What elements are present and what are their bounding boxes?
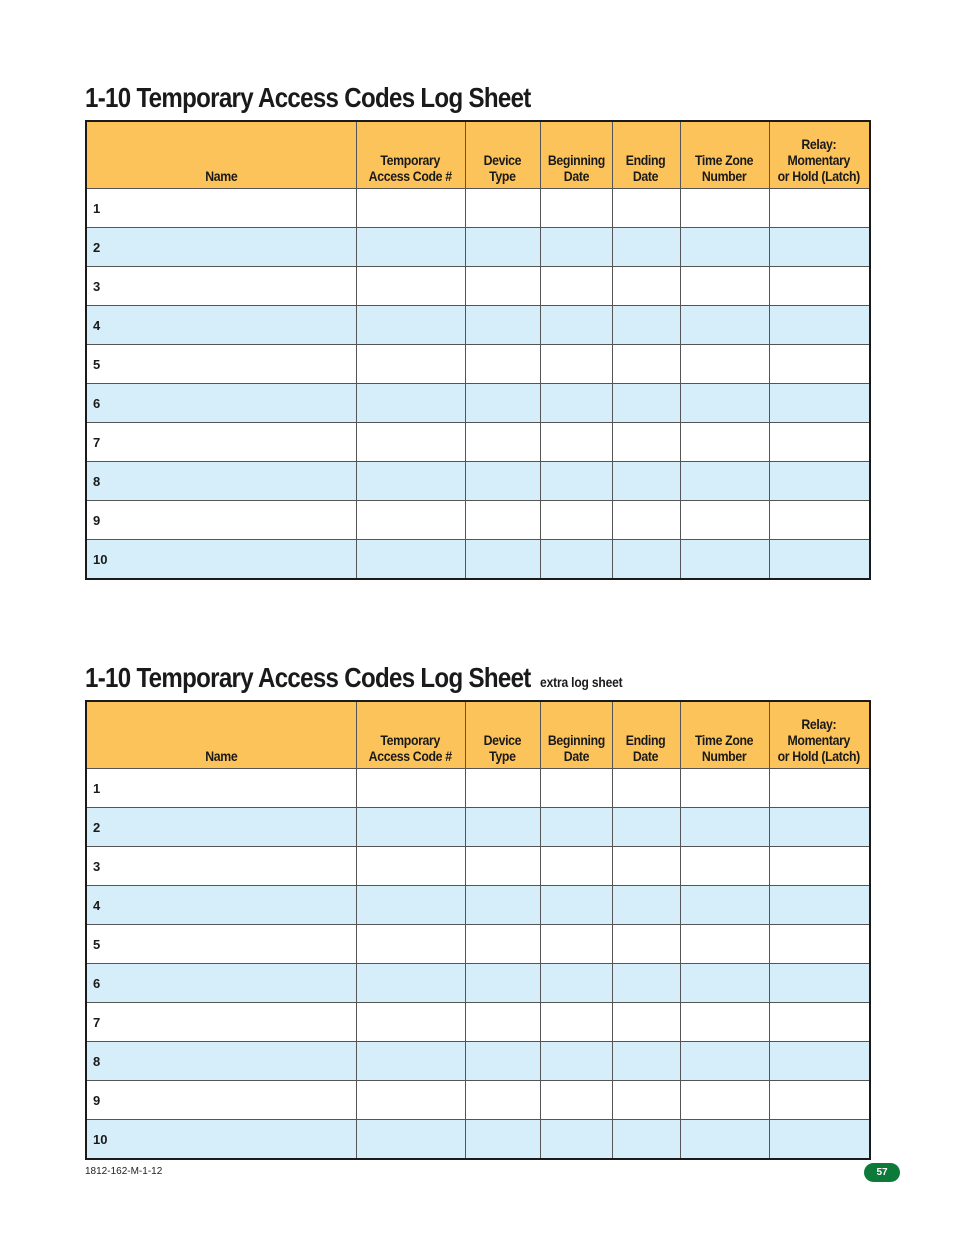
table-row [86, 1081, 870, 1120]
blank-cell [465, 925, 540, 964]
blank-cell [356, 925, 465, 964]
column-header-label: Name [205, 748, 238, 764]
blank-cell [540, 1003, 612, 1042]
blank-cell [465, 384, 540, 423]
column-header-label: Ending Date [626, 152, 666, 184]
blank-cell [465, 423, 540, 462]
blank-cell [465, 501, 540, 540]
blank-cell [769, 423, 870, 462]
blank-cell [612, 886, 680, 925]
blank-cell [769, 267, 870, 306]
table-row [86, 1003, 870, 1042]
table-row [86, 964, 870, 1003]
blank-cell [540, 228, 612, 267]
blank-cell [465, 1120, 540, 1160]
blank-cell [680, 345, 769, 384]
blank-cell [612, 189, 680, 228]
blank-cell [540, 306, 612, 345]
blank-cell [465, 267, 540, 306]
blank-cell [612, 306, 680, 345]
column-header-label: Temporary Access Code # [368, 152, 453, 184]
table-row [86, 189, 870, 228]
blank-cell [680, 228, 769, 267]
table-row [86, 1120, 870, 1160]
table-row [86, 423, 870, 462]
blank-cell [356, 540, 465, 580]
blank-cell [465, 964, 540, 1003]
blank-cell [540, 1081, 612, 1120]
blank-cell [540, 886, 612, 925]
blank-cell [612, 964, 680, 1003]
table-row [86, 228, 870, 267]
log-table-1 [85, 120, 871, 580]
blank-cell [465, 1042, 540, 1081]
row-number: 9 [86, 1081, 356, 1120]
blank-cell [680, 1081, 769, 1120]
blank-cell [680, 462, 769, 501]
table-row [86, 769, 870, 808]
blank-cell [769, 886, 870, 925]
sheet1-title-text: 1-10 Temporary Access Codes Log Sheet [85, 82, 531, 113]
page-number-badge: 57 [864, 1163, 900, 1182]
blank-cell [612, 501, 680, 540]
blank-cell [769, 1081, 870, 1120]
column-header [680, 121, 769, 189]
blank-cell [540, 345, 612, 384]
table-row [86, 540, 870, 580]
column-header [680, 701, 769, 769]
blank-cell [356, 1042, 465, 1081]
blank-cell [465, 462, 540, 501]
blank-cell [769, 1003, 870, 1042]
column-header-label: Time Zone Number [695, 152, 754, 184]
blank-cell [540, 267, 612, 306]
blank-cell [356, 964, 465, 1003]
blank-cell [680, 501, 769, 540]
blank-cell [769, 808, 870, 847]
column-header-label: Temporary Access Code # [368, 732, 453, 764]
column-header-label: Beginning Date [547, 152, 605, 184]
blank-cell [680, 423, 769, 462]
row-number: 1 [86, 769, 356, 808]
blank-cell [356, 501, 465, 540]
column-header [612, 701, 680, 769]
blank-cell [465, 886, 540, 925]
column-header-label: Beginning Date [547, 732, 605, 764]
row-number: 8 [86, 1042, 356, 1081]
blank-cell [356, 462, 465, 501]
column-header [612, 121, 680, 189]
blank-cell [356, 345, 465, 384]
column-header-label: Name [205, 168, 238, 184]
table-row [86, 886, 870, 925]
blank-cell [465, 345, 540, 384]
row-number: 10 [86, 1120, 356, 1160]
table-row [86, 1042, 870, 1081]
blank-cell [465, 306, 540, 345]
column-header-label: Time Zone Number [695, 732, 754, 764]
blank-cell [769, 1042, 870, 1081]
blank-cell [769, 925, 870, 964]
blank-cell [680, 189, 769, 228]
column-header [86, 121, 356, 189]
blank-cell [356, 423, 465, 462]
column-header-label: Device Type [483, 732, 522, 764]
blank-cell [612, 1003, 680, 1042]
blank-cell [356, 384, 465, 423]
blank-cell [612, 925, 680, 964]
blank-cell [540, 1042, 612, 1081]
blank-cell [356, 886, 465, 925]
table-row [86, 384, 870, 423]
blank-cell [769, 964, 870, 1003]
column-header [769, 701, 870, 769]
blank-cell [769, 540, 870, 580]
sheet2-subtitle: extra log sheet [540, 674, 623, 690]
column-header [356, 701, 465, 769]
blank-cell [769, 306, 870, 345]
blank-cell [356, 228, 465, 267]
row-number: 5 [86, 925, 356, 964]
blank-cell [356, 769, 465, 808]
sheet1-title [85, 82, 531, 114]
blank-cell [612, 1120, 680, 1160]
blank-cell [612, 808, 680, 847]
blank-cell [612, 228, 680, 267]
blank-cell [769, 847, 870, 886]
row-number: 3 [86, 847, 356, 886]
blank-cell [680, 1042, 769, 1081]
blank-cell [680, 886, 769, 925]
blank-cell [540, 462, 612, 501]
column-header-label: Relay: Momentary or Hold (Latch) [778, 136, 861, 184]
blank-cell [465, 847, 540, 886]
blank-cell [680, 925, 769, 964]
blank-cell [612, 1042, 680, 1081]
blank-cell [612, 462, 680, 501]
column-header [356, 121, 465, 189]
blank-cell [465, 769, 540, 808]
blank-cell [465, 1081, 540, 1120]
column-header [540, 121, 612, 189]
blank-cell [612, 540, 680, 580]
blank-cell [540, 189, 612, 228]
row-number: 6 [86, 964, 356, 1003]
blank-cell [465, 808, 540, 847]
blank-cell [769, 228, 870, 267]
table-header-row [86, 121, 870, 189]
table-row [86, 345, 870, 384]
blank-cell [356, 808, 465, 847]
row-number: 7 [86, 1003, 356, 1042]
blank-cell [769, 384, 870, 423]
blank-cell [612, 769, 680, 808]
table-row [86, 808, 870, 847]
document-code: 1812-162-M-1-12 [85, 1166, 163, 1177]
blank-cell [465, 540, 540, 580]
blank-cell [356, 267, 465, 306]
table-row [86, 306, 870, 345]
blank-cell [356, 189, 465, 228]
blank-cell [465, 1003, 540, 1042]
blank-cell [680, 384, 769, 423]
row-number: 1 [86, 189, 356, 228]
blank-cell [612, 423, 680, 462]
blank-cell [540, 501, 612, 540]
column-header [769, 121, 870, 189]
blank-cell [540, 808, 612, 847]
blank-cell [540, 925, 612, 964]
blank-cell [540, 847, 612, 886]
blank-cell [680, 769, 769, 808]
blank-cell [540, 964, 612, 1003]
row-number: 3 [86, 267, 356, 306]
log-table-2 [85, 700, 871, 1160]
blank-cell [540, 769, 612, 808]
blank-cell [612, 847, 680, 886]
blank-cell [680, 1120, 769, 1160]
blank-cell [680, 1003, 769, 1042]
row-number: 8 [86, 462, 356, 501]
row-number: 9 [86, 501, 356, 540]
blank-cell [540, 1120, 612, 1160]
table-row [86, 501, 870, 540]
blank-cell [356, 1120, 465, 1160]
blank-cell [612, 267, 680, 306]
blank-cell [769, 189, 870, 228]
column-header-label: Device Type [483, 152, 522, 184]
row-number: 4 [86, 886, 356, 925]
row-number: 4 [86, 306, 356, 345]
blank-cell [356, 1081, 465, 1120]
sheet2-title-text: 1-10 Temporary Access Codes Log Sheet [85, 662, 531, 693]
blank-cell [612, 384, 680, 423]
blank-cell [465, 189, 540, 228]
blank-cell [680, 847, 769, 886]
blank-cell [769, 345, 870, 384]
row-number: 2 [86, 808, 356, 847]
row-number: 5 [86, 345, 356, 384]
blank-cell [769, 769, 870, 808]
blank-cell [769, 1120, 870, 1160]
sheet2-title [85, 662, 622, 698]
blank-cell [540, 423, 612, 462]
table-row [86, 925, 870, 964]
blank-cell [540, 540, 612, 580]
blank-cell [356, 1003, 465, 1042]
blank-cell [680, 808, 769, 847]
blank-cell [540, 384, 612, 423]
row-number: 7 [86, 423, 356, 462]
blank-cell [680, 267, 769, 306]
row-number: 2 [86, 228, 356, 267]
row-number: 10 [86, 540, 356, 580]
blank-cell [612, 345, 680, 384]
blank-cell [612, 1081, 680, 1120]
blank-cell [356, 847, 465, 886]
table-header-row [86, 701, 870, 769]
blank-cell [680, 306, 769, 345]
blank-cell [356, 306, 465, 345]
column-header [465, 701, 540, 769]
blank-cell [769, 501, 870, 540]
table-row [86, 462, 870, 501]
column-header [540, 701, 612, 769]
blank-cell [769, 462, 870, 501]
blank-cell [680, 540, 769, 580]
table-row [86, 267, 870, 306]
column-header [465, 121, 540, 189]
table-row [86, 847, 870, 886]
blank-cell [465, 228, 540, 267]
blank-cell [680, 964, 769, 1003]
column-header [86, 701, 356, 769]
row-number: 6 [86, 384, 356, 423]
column-header-label: Relay: Momentary or Hold (Latch) [778, 716, 861, 764]
column-header-label: Ending Date [626, 732, 666, 764]
